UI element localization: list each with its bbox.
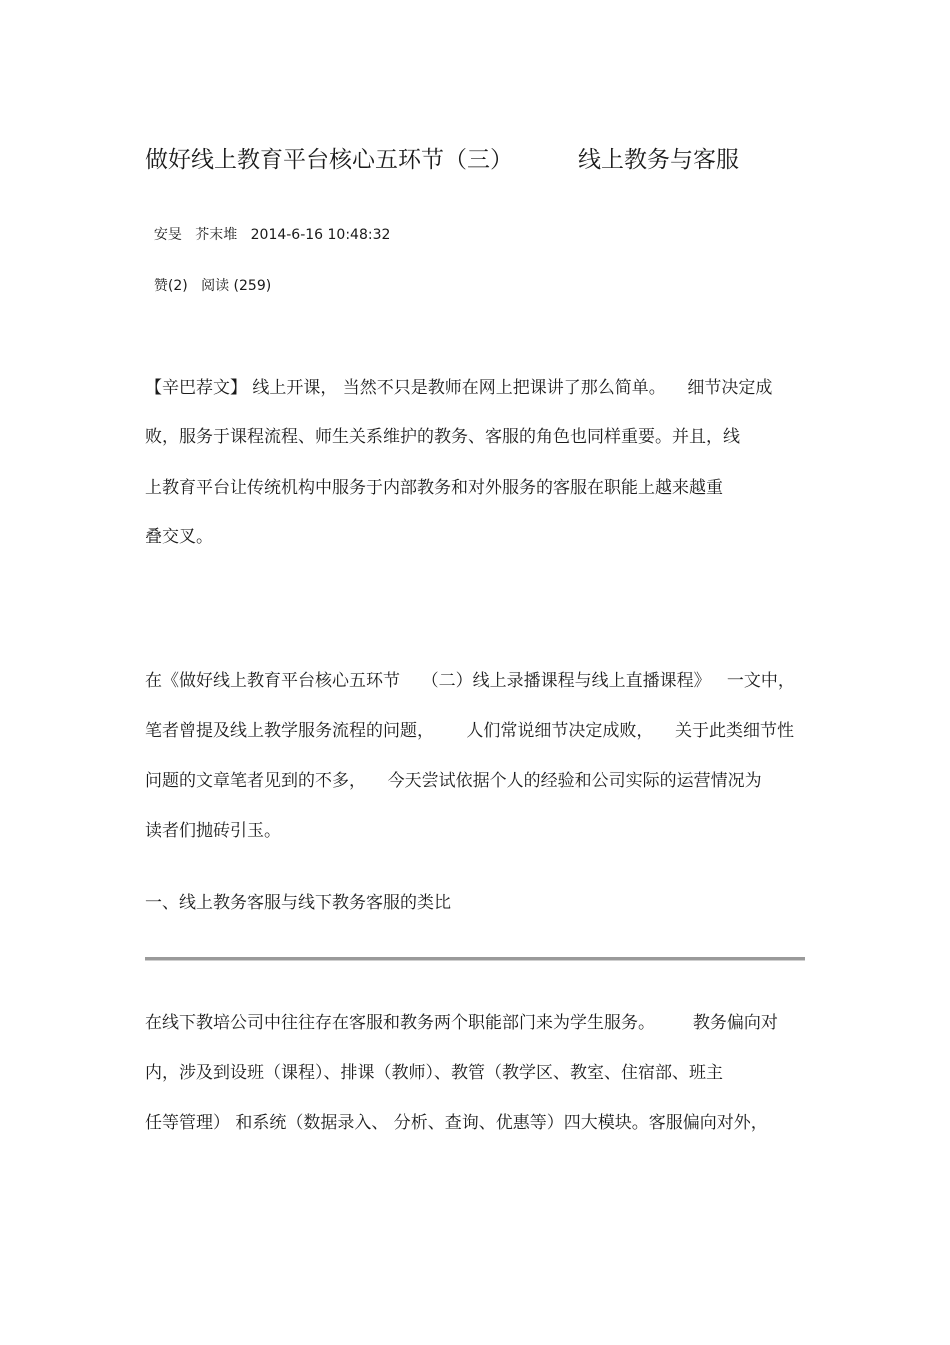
paragraph-line: 问题的文章笔者见到的不多， 今天尝试依据个人的经验和公司实际的运营情况为 bbox=[145, 771, 762, 791]
article-title-main: 做好线上教育平台核心五环节（三） bbox=[145, 147, 513, 173]
paragraph-line: 任等管理） 和系统（数据录入、 分析、查询、优惠等）四大模块。客服偏向对外， bbox=[145, 1113, 768, 1133]
paragraph-line: 笔者曾提及线上教学服务流程的问题， 人们常说细节决定成败， 关于此类细节性 bbox=[145, 721, 795, 741]
author: 安旻 芥末堆 bbox=[153, 227, 238, 243]
paragraph-line: 上教育平台让传统机构中服务于内部教务和对外服务的客服在职能上越来越重 bbox=[145, 478, 723, 498]
likes-count: 赞(2) bbox=[153, 278, 188, 294]
paragraph-line: 在线下教培公司中往往存在客服和教务两个职能部门来为学生服务。 教务偏向对 bbox=[145, 1013, 778, 1033]
paragraph-line: 叠交叉。 bbox=[145, 527, 213, 547]
article-title-sub: 线上教务与客服 bbox=[578, 147, 739, 173]
paragraph-line: 内，涉及到设班（课程）、排课（教师）、教管（教学区、教室、住宿部、班主 bbox=[145, 1063, 723, 1083]
section-divider bbox=[145, 957, 805, 961]
paragraph-line: 【辛巴荐文】 线上开课， 当然不只是教师在网上把课讲了那么简单。 细节决定成 bbox=[145, 378, 773, 398]
publish-datetime: 2014-6-16 10:48:32 bbox=[250, 227, 391, 243]
stats bbox=[145, 259, 271, 295]
paragraph-line: 在《做好线上教育平台核心五环节 （二）线上录播课程与线上直播课程》 一文中， bbox=[145, 671, 795, 691]
paragraph-line: 败，服务于课程流程、师生关系维护的教务、客服的角色也同样重要。并且，线 bbox=[145, 427, 740, 447]
paragraph-line: 读者们抛砖引玉。 bbox=[145, 821, 281, 841]
section-heading: 一、线上教务客服与线下教务客服的类比 bbox=[145, 893, 451, 913]
byline bbox=[145, 208, 390, 244]
reads-count: 阅读 (259) bbox=[201, 278, 272, 294]
